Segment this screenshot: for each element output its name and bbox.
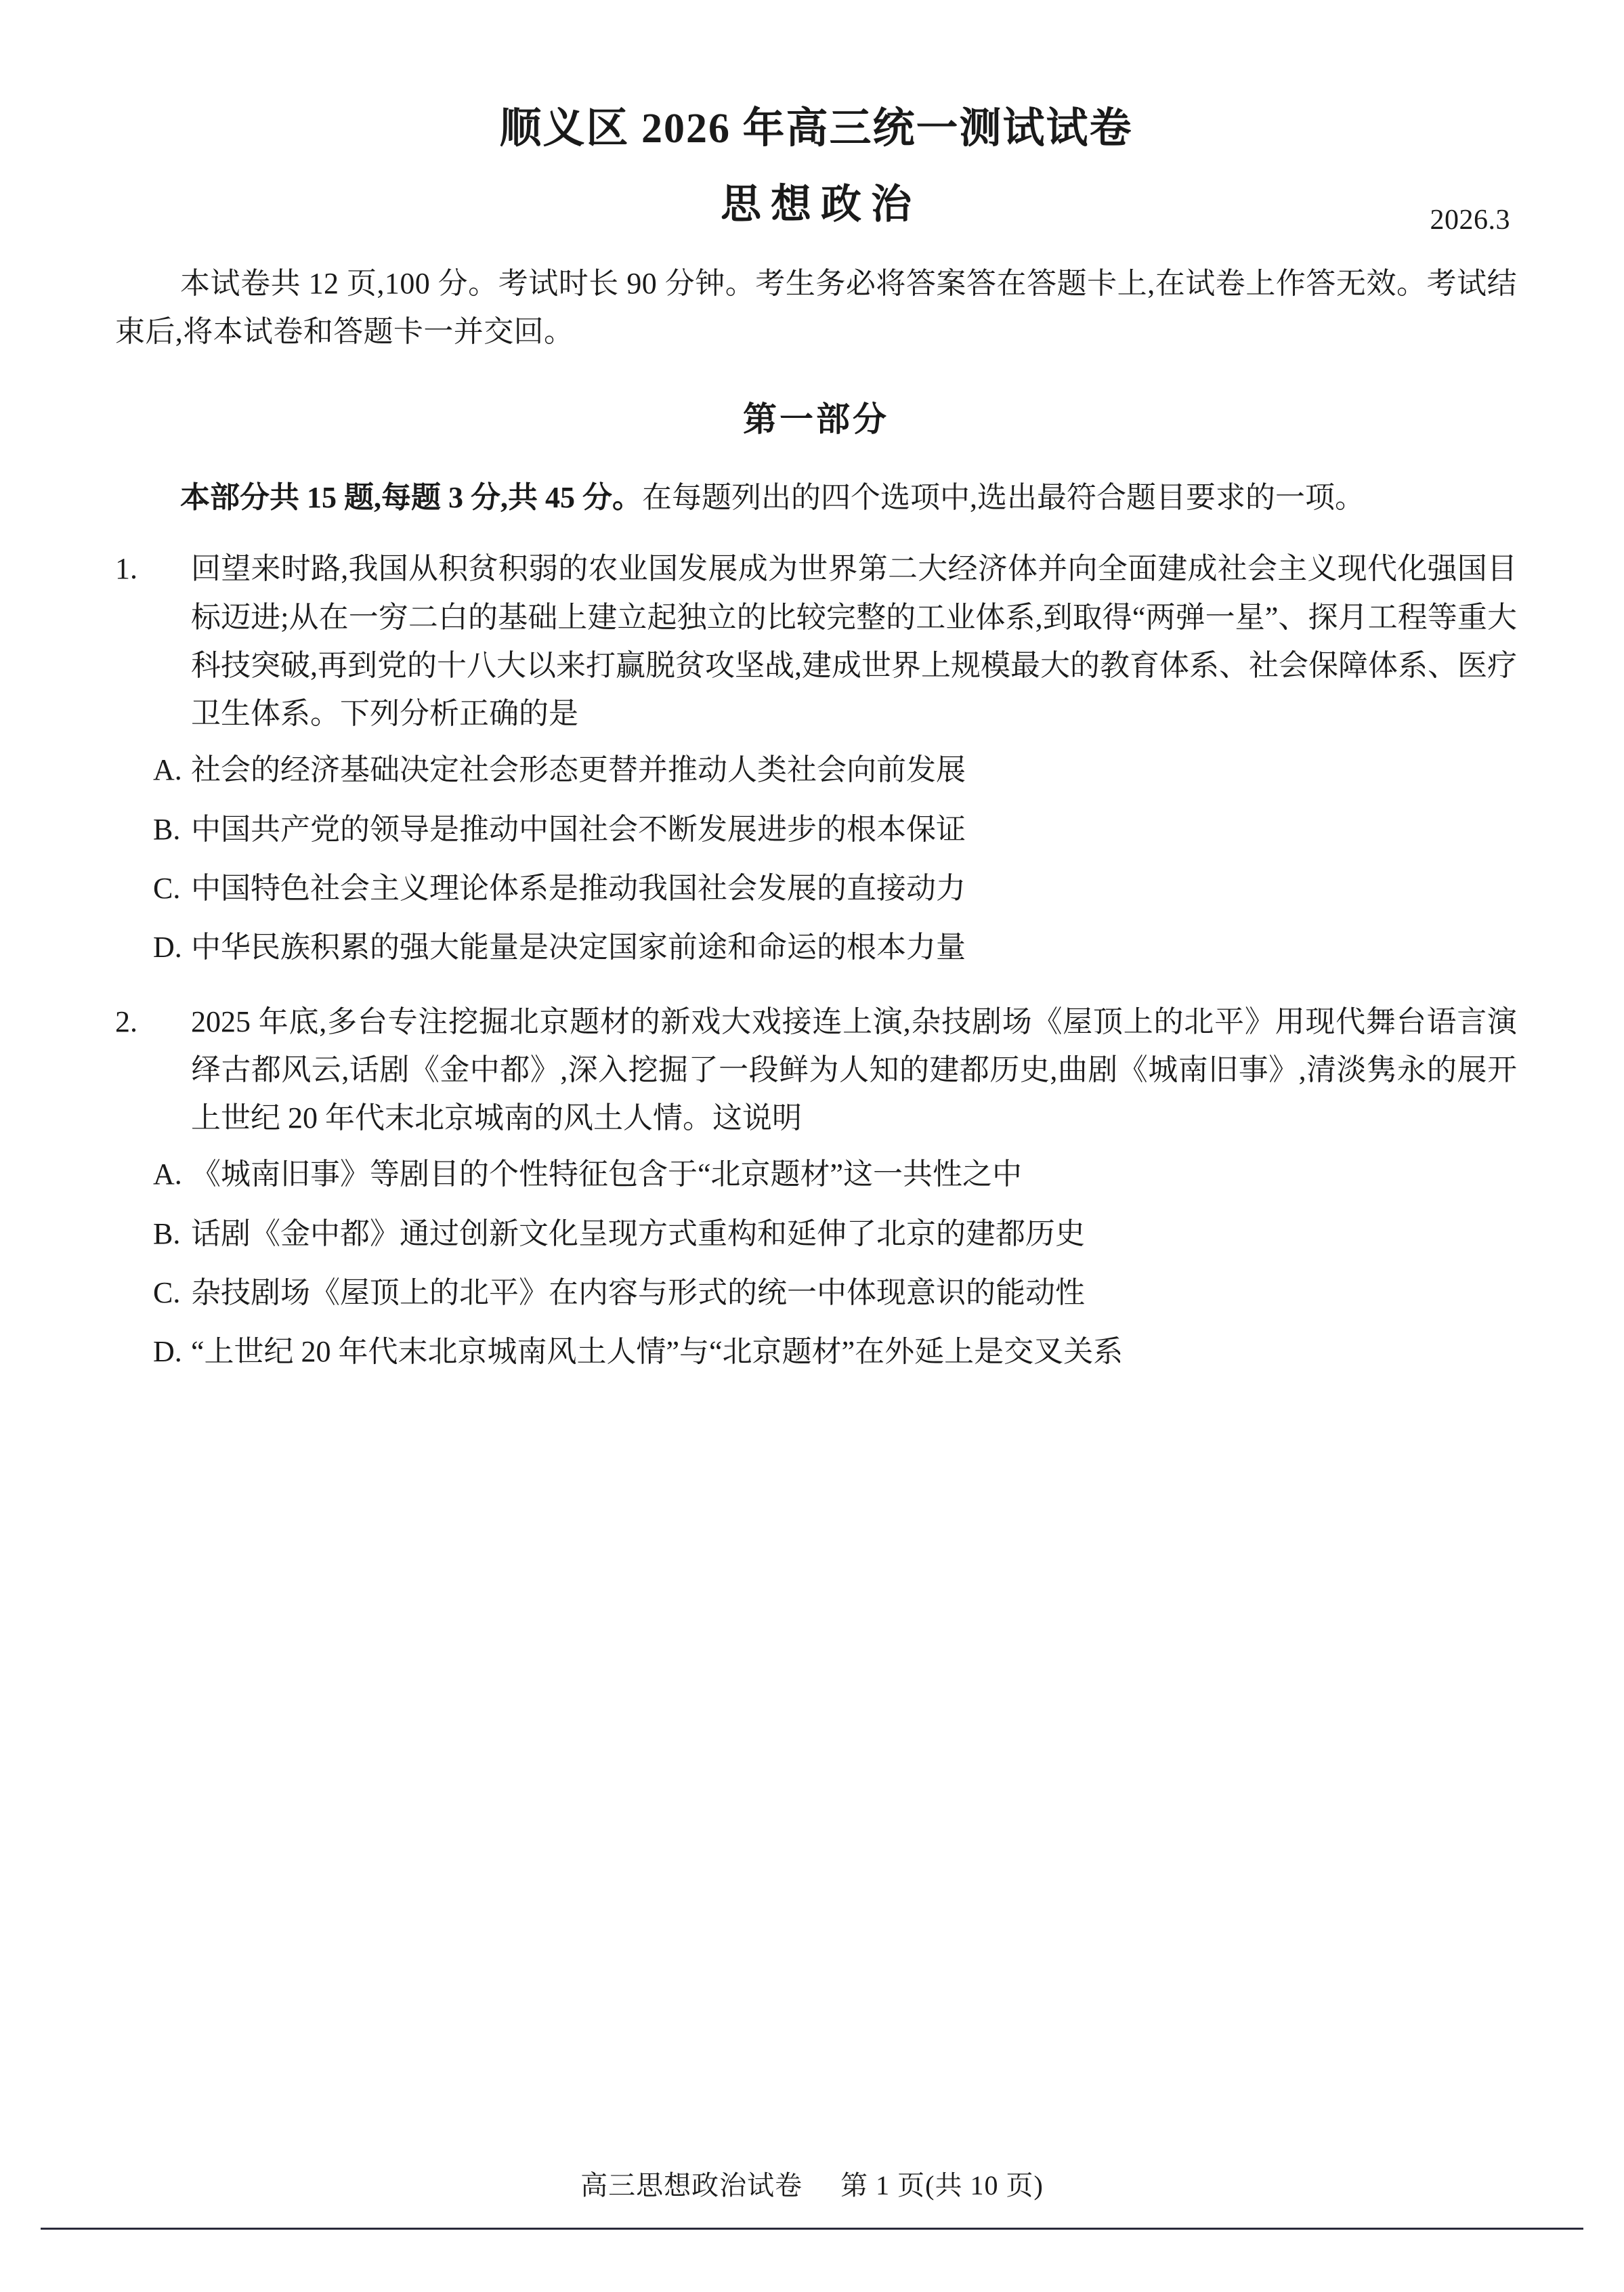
question-spacer [115, 987, 1517, 998]
part-instruction [115, 473, 1517, 522]
subject-row [115, 179, 1517, 242]
footer-divider [41, 2228, 1583, 2230]
option-letter: A. [153, 753, 182, 787]
question-1-stem [115, 545, 1517, 738]
question-2-options [115, 1150, 1517, 1376]
page-content [115, 102, 1517, 1391]
question-1-option-a[interactable] [115, 746, 1517, 794]
question-1 [115, 545, 1517, 971]
option-text: 话剧《金中都》通过创新文化呈现方式重构和延伸了北京的建都历史 [191, 1216, 1085, 1250]
question-2-option-c[interactable] [115, 1269, 1517, 1317]
question-2-stem [115, 998, 1517, 1143]
page-footer [0, 2164, 1624, 2203]
option-letter: D. [153, 931, 182, 964]
question-1-number: 1. [115, 552, 137, 586]
option-text: 社会的经济基础决定社会形态更替并推动人类社会向前发展 [191, 753, 966, 787]
question-2 [115, 998, 1517, 1376]
question-2-option-b[interactable] [115, 1210, 1517, 1258]
option-letter: B. [153, 1216, 181, 1250]
option-text: 中国特色社会主义理论体系是推动我国社会发展的直接动力 [191, 871, 966, 905]
option-letter: D. [153, 1335, 182, 1369]
option-letter: B. [153, 812, 181, 846]
page-title: 顺义区 2026 年高三统一测试试卷 [499, 106, 1133, 152]
question-2-number: 2. [115, 1004, 137, 1038]
exam-date: 2026.3 [1430, 204, 1510, 236]
option-text: 《城南旧事》等剧目的个性特征包含于“北京题材”这一共性之中 [191, 1158, 1023, 1191]
question-1-options [115, 746, 1517, 971]
question-2-option-d[interactable] [115, 1328, 1517, 1376]
option-text: 中国共产党的领导是推动中国社会不断发展进步的根本保证 [191, 812, 966, 846]
option-text: “上世纪 20 年代末北京城南风土人情”与“北京题材”在外延上是交叉关系 [191, 1335, 1124, 1369]
option-text: 杂技剧场《屋顶上的北平》在内容与形式的统一中体现意识的能动性 [191, 1275, 1085, 1309]
question-2-stem-text: 2025 年底,多台专注挖掘北京题材的新戏大戏接连上演,杂技剧场《屋顶上的北平》用现代舞台语言演绎古都风云,话剧《金中都》,深入挖掘了一段鲜为人知的建都历史,曲剧《城南旧事》,清淡隽永的展开上世纪 20 年代末北京城南的风土人情。这说明 [191, 1004, 1517, 1135]
part-heading: 第一部分 [743, 400, 889, 439]
option-letter: C. [153, 871, 181, 905]
part-instruction-rest: 在每题列出的四个选项中,选出最符合题目要求的一项。 [642, 481, 1365, 515]
part-instruction-bold: 本部分共 15 题,每题 3 分,共 45 分。 [180, 481, 642, 515]
question-2-option-a[interactable] [115, 1150, 1517, 1198]
option-text: 中华民族积累的强大能量是决定国家前途和命运的根本力量 [191, 931, 966, 964]
question-1-stem-text: 回望来时路,我国从积贫积弱的农业国发展成为世界第二大经济体并向全面建成社会主义现代化强国目标迈进;从在一穷二白的基础上建立起独立的比较完整的工业体系,到取得“两弹一星”、探月工程等重大科技突破,再到党的十八大以来打赢脱贫攻坚战,建成世界上规模最大的教育体系、社会保障体系、医疗卫生体系。下列分析正确的是 [191, 552, 1517, 731]
question-1-option-d[interactable] [115, 923, 1517, 971]
option-letter: A. [153, 1158, 182, 1191]
subject-title: 思想政治 [721, 182, 921, 227]
question-1-option-b[interactable] [115, 805, 1517, 853]
option-letter: C. [153, 1275, 181, 1309]
exam-instructions: 本试卷共 12 页,100 分。考试时长 90 分钟。考生务必将答案答在答题卡上,在试卷上作答无效。考试结束后,将本试卷和答题卡一并交回。 [115, 266, 1517, 348]
footer-page-number: 第 1 页(共 10 页) [840, 2170, 1044, 2201]
footer-exam-name: 高三思想政治试卷 [580, 2170, 803, 2201]
question-1-option-c[interactable] [115, 864, 1517, 912]
